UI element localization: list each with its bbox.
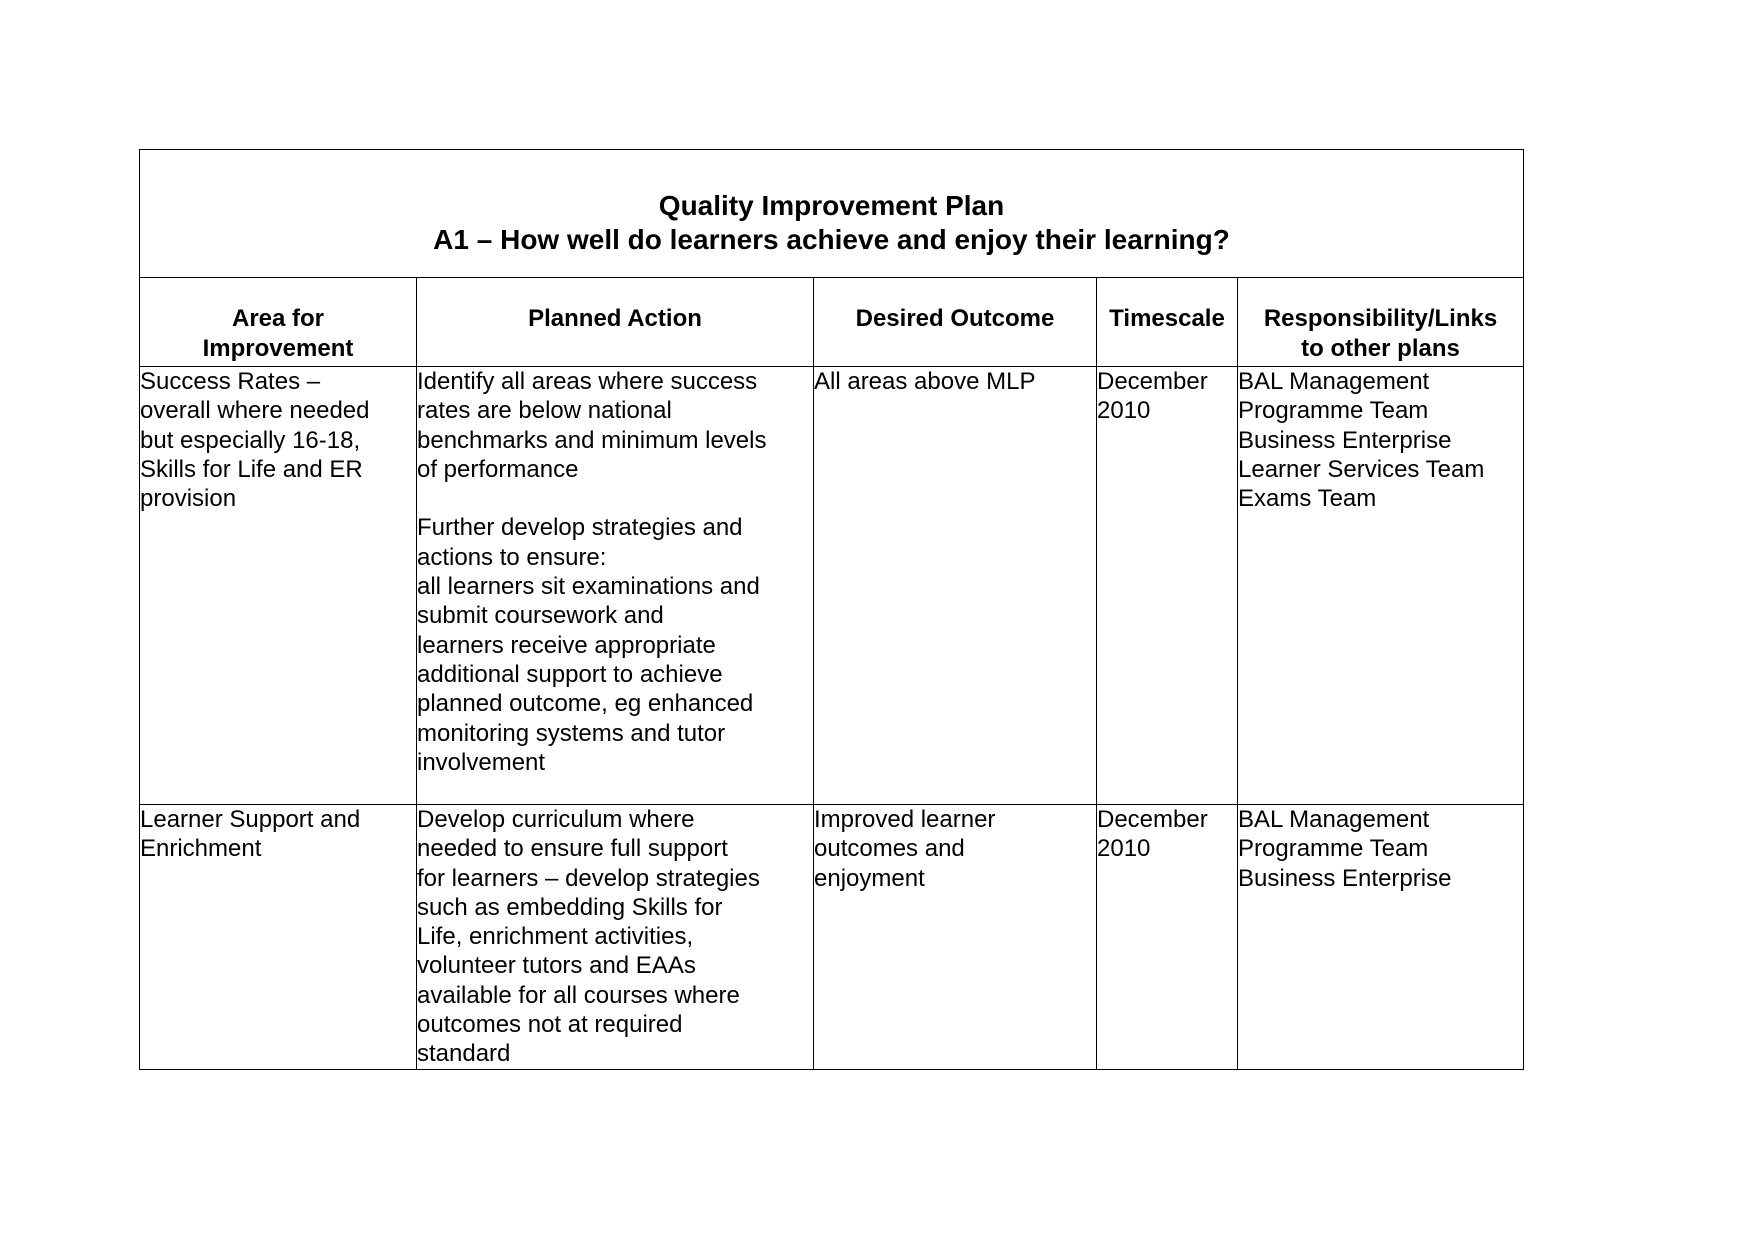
planned-action-cell [417, 367, 814, 805]
area-text-line: overall where needed [140, 397, 370, 425]
action-text-line: rates are below national [417, 397, 672, 425]
timescale-text-line: December [1097, 806, 1208, 833]
area-text-line: but especially 16-18, [140, 426, 361, 454]
responsibility-text-line: Exams Team [1238, 485, 1377, 513]
column-header-desired-outcome-label: Desired Outcome [855, 305, 1055, 332]
column-header-responsibility-line1: Responsibility/Links [1263, 305, 1498, 332]
table-row [140, 805, 1524, 1070]
area-text-line: Enrichment [140, 835, 262, 863]
timescale-cell [1097, 367, 1238, 805]
action-text-line: learners receive appropriate [417, 631, 716, 659]
action-text-line: Life, enrichment activities, [417, 923, 694, 951]
column-header-area-line2: Improvement [202, 335, 354, 362]
column-header-responsibility [1238, 278, 1524, 367]
column-header-timescale [1097, 278, 1238, 367]
action-text-line: Develop curriculum where [417, 806, 695, 833]
title-row [140, 150, 1524, 278]
action-text-line: such as embedding Skills for [417, 893, 723, 921]
action-text-line: volunteer tutors and EAAs [417, 952, 696, 980]
quality-improvement-plan-document [139, 149, 1523, 1070]
timescale-text-line: December [1097, 368, 1208, 395]
column-header-responsibility-line2: to other plans [1301, 335, 1460, 362]
action-text-line: standard [417, 1040, 511, 1068]
action-text-line: of performance [417, 455, 579, 483]
outcome-text-line: Improved learner [814, 806, 996, 833]
action-text-line: involvement [417, 748, 546, 776]
timescale-text-line: 2010 [1097, 835, 1151, 863]
responsibility-text-line: Business Enterprise [1238, 864, 1452, 892]
area-cell [140, 805, 417, 1070]
document-subtitle: A1 – How well do learners achieve and enjoy their learning? [433, 223, 1230, 255]
outcome-text-line: outcomes and [814, 835, 965, 863]
action-text-line: all learners sit examinations and [417, 573, 760, 601]
timescale-cell [1097, 805, 1238, 1070]
area-text-line: Success Rates – [140, 368, 321, 395]
header-row [140, 278, 1524, 367]
action-text-line: for learners – develop strategies [417, 864, 760, 892]
area-text-line: Learner Support and [140, 806, 361, 833]
column-header-timescale-label: Timescale [1109, 305, 1225, 332]
table-row [140, 367, 1524, 805]
action-text-line: outcomes not at required [417, 1011, 683, 1039]
plan-table [139, 149, 1524, 1070]
action-text-line: needed to ensure full support [417, 835, 728, 863]
responsibility-text-line: BAL Management [1238, 368, 1430, 395]
planned-action-cell [417, 805, 814, 1070]
outcome-text-line: All areas above MLP [814, 368, 1036, 395]
area-text-line: provision [140, 485, 237, 513]
document-title: Quality Improvement Plan [658, 189, 1005, 221]
column-header-area-line1: Area for [231, 305, 325, 332]
action-text-line: additional support to achieve [417, 660, 723, 688]
paragraph-gap [417, 484, 813, 513]
action-text-line: available for all courses where [417, 981, 740, 1009]
desired-outcome-cell [814, 805, 1097, 1070]
area-cell [140, 367, 417, 805]
timescale-text-line: 2010 [1097, 397, 1151, 425]
column-header-planned-action-label: Planned Action [528, 305, 702, 332]
title-cell [140, 150, 1524, 278]
action-text-line: planned outcome, eg enhanced [417, 690, 754, 718]
action-text-line: monitoring systems and tutor [417, 719, 726, 747]
responsibility-text-line: Programme Team [1238, 397, 1429, 425]
action-text-line: Identify all areas where success [417, 368, 758, 395]
responsibility-text-line: Programme Team [1238, 835, 1429, 863]
action-text-line: Further develop strategies and [417, 514, 743, 542]
action-text-line: actions to ensure: [417, 543, 607, 571]
action-text-line: submit coursework and [417, 602, 664, 630]
column-header-desired-outcome [814, 278, 1097, 367]
responsibility-text-line: Business Enterprise [1238, 426, 1452, 454]
desired-outcome-cell [814, 367, 1097, 805]
column-header-planned-action [417, 278, 814, 367]
action-text-line: benchmarks and minimum levels [417, 426, 767, 454]
responsibility-text-line: Learner Services Team [1238, 455, 1485, 483]
responsibility-text-line: BAL Management [1238, 806, 1430, 833]
outcome-text-line: enjoyment [814, 864, 925, 892]
column-header-area [140, 278, 417, 367]
responsibility-cell [1238, 367, 1524, 805]
responsibility-cell [1238, 805, 1524, 1070]
area-text-line: Skills for Life and ER [140, 455, 363, 483]
